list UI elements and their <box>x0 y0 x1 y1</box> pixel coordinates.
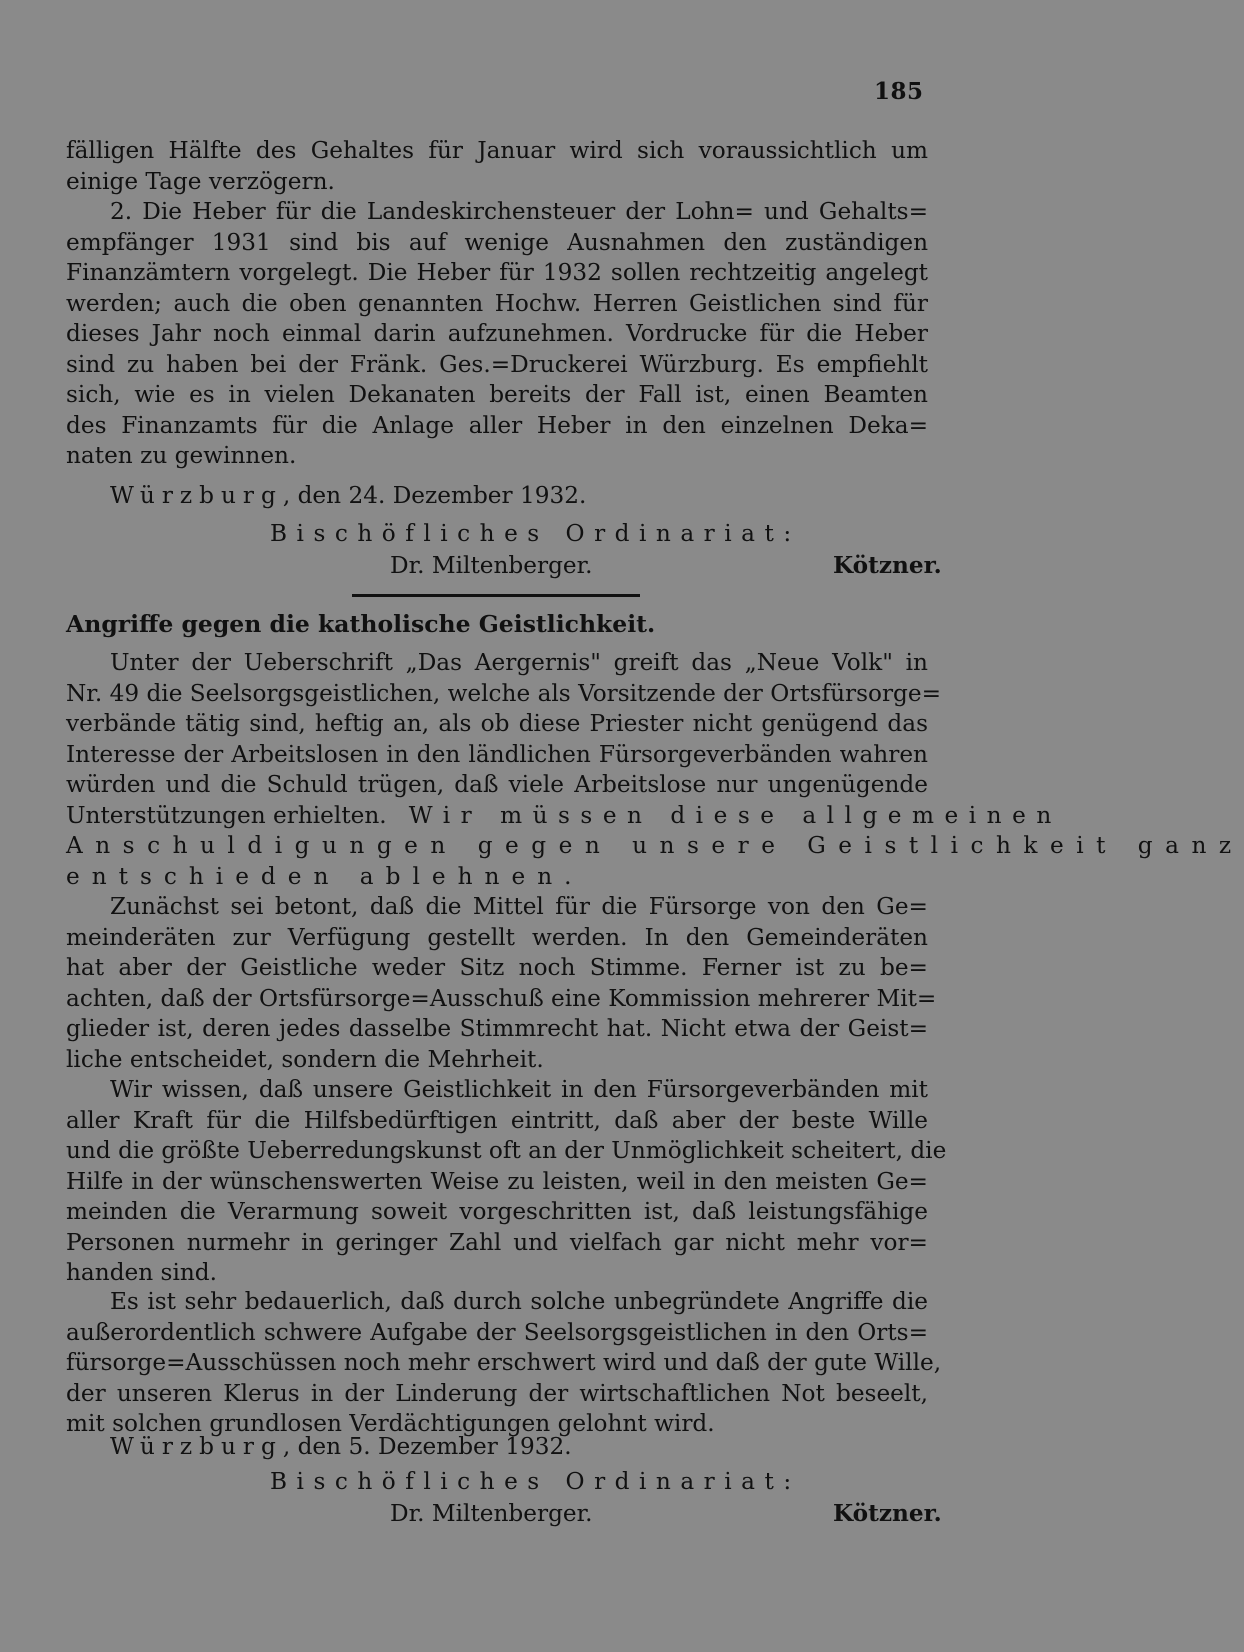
text-line: aller Kraft für die Hilfsbedürftigen eintritt, daß aber der beste Wille <box>66 1106 928 1134</box>
text-line: verbände tätig sind, heftig an, als ob diese Priester nicht genügend das <box>66 710 928 737</box>
signer-koetzner: Kötzner. <box>833 1500 942 1527</box>
emphasis-line: Anschuldigungen gegen unsere Geistlichkeit ganz <box>66 832 1244 859</box>
text-line: meinderäten zur Verfügung gestellt werden. In den Gemeinderäten <box>66 923 928 951</box>
text-line: glieder ist, deren jedes dasselbe Stimmrecht hat. Nicht etwa der Geist= <box>66 1015 928 1042</box>
dateline-date: , den 5. Dezember 1932. <box>282 1433 572 1460</box>
paragraph-clergy-effort <box>66 1075 947 1289</box>
signer-miltenberger: Dr. Miltenberger. <box>390 1500 593 1527</box>
paragraph-tax-lists <box>66 197 928 472</box>
section-divider <box>352 594 640 597</box>
text-line: 2. Die Heber für die Landeskirchensteuer der Lohn= und Gehalts= <box>110 198 928 225</box>
signature-header: Bischöfliches Ordinariat: <box>270 1468 801 1495</box>
dateline-place: Würzburg <box>110 482 283 509</box>
text-line: Nr. 49 die Seelsorgsgeistlichen, welche als Vorsitzende der Ortsfürsorge= <box>66 679 942 707</box>
text-line: Personen nurmehr in geringer Zahl und vielfach gar nicht mehr vor= <box>66 1228 928 1256</box>
signature-header: Bischöfliches Ordinariat: <box>270 520 801 547</box>
text-line: handen sind. <box>66 1259 218 1286</box>
text-line: hat aber der Geistliche weder Sitz noch Stimme. Ferner ist zu be= <box>66 954 928 981</box>
text-line: sich, wie es in vielen Dekanaten bereits der Fall ist, einen Beamten <box>66 381 928 408</box>
text-line: Wir wissen, daß unsere Geistlichkeit in den Fürsorgeverbänden mit <box>110 1076 928 1103</box>
text-line: außerordentlich schwere Aufgabe der Seelsorgsgeistlichen in den Orts= <box>66 1318 928 1346</box>
paragraph-salary-continuation <box>66 136 928 197</box>
dateline-place: Würzburg <box>110 1433 283 1460</box>
emphasis-text: Wir müssen diese allgemeinen <box>408 801 1062 829</box>
text-line: dieses Jahr noch einmal darin aufzunehmen. Vordrucke für die Heber <box>66 320 928 347</box>
text-line: einige Tage verzögern. <box>66 167 335 195</box>
dateline-date: , den 24. Dezember 1932. <box>282 482 587 509</box>
text-line: liche entscheidet, sondern die Mehrheit. <box>66 1045 544 1073</box>
text-line: Unter der Ueberschrift „Das Aergernis" greift das „Neue Volk" in <box>110 649 928 676</box>
dateline <box>110 1433 572 1460</box>
paragraph-municipal-funds <box>66 892 937 1075</box>
text-line: würden und die Schuld trügen, daß viele Arbeitslose nur ungenügende <box>66 771 928 798</box>
text-line: empfänger 1931 sind bis auf wenige Ausnahmen den zuständigen <box>66 228 928 256</box>
text-fragment: Unterstützungen erhielten. <box>66 801 387 829</box>
text-line <box>66 801 1062 832</box>
text-line: meinden die Verarmung soweit vorgeschritten ist, daß leistungsfähige <box>66 1198 928 1225</box>
text-line: Finanzämtern vorgelegt. Die Heber für 1932 sollen rechtzeitig angelegt <box>66 259 928 286</box>
text-line: mit solchen grundlosen Verdächtigungen gelohnt wird. <box>66 1410 715 1437</box>
text-line: achten, daß der Ortsfürsorge=Ausschuß eine Kommission mehrerer Mit= <box>66 984 937 1012</box>
article-heading: Angriffe gegen die katholische Geistlichkeit. <box>66 610 656 638</box>
signer-miltenberger: Dr. Miltenberger. <box>390 552 593 579</box>
text-line: naten zu gewinnen. <box>66 442 297 469</box>
text-line: des Finanzamts für die Anlage aller Heber in den einzelnen Deka= <box>66 411 928 439</box>
text-line: sind zu haben bei der Fränk. Ges.=Druckerei Würzburg. Es empfiehlt <box>66 350 928 378</box>
page-number: 185 <box>874 78 924 105</box>
paragraph-accusation <box>66 648 1244 892</box>
signer-koetzner: Kötzner. <box>833 552 942 579</box>
text-line: Zunächst sei betont, daß die Mittel für die Fürsorge von den Ge= <box>110 893 928 920</box>
text-line: fälligen Hälfte des Gehaltes für Januar wird sich voraussichtlich um <box>66 137 928 164</box>
dateline <box>110 482 586 509</box>
text-line: Interesse der Arbeitslosen in den ländlichen Fürsorgeverbänden wahren <box>66 740 928 768</box>
emphasis-line: entschieden ablehnen. <box>66 862 584 890</box>
text-line: fürsorge=Ausschüssen noch mehr erschwert wird und daß der gute Wille, <box>66 1349 942 1376</box>
text-line: werden; auch die oben genannten Hochw. Herren Geistlichen sind für <box>66 289 928 317</box>
paragraph-regret <box>66 1287 942 1440</box>
text-line: der unseren Klerus in der Linderung der wirtschaftlichen Not beseelt, <box>66 1379 928 1407</box>
text-line: und die größte Ueberredungskunst oft an der Unmöglichkeit scheitert, die <box>66 1137 947 1164</box>
text-line: Es ist sehr bedauerlich, daß durch solche unbegründete Angriffe die <box>110 1288 928 1315</box>
text-line: Hilfe in der wünschenswerten Weise zu leisten, weil in den meisten Ge= <box>66 1167 928 1195</box>
